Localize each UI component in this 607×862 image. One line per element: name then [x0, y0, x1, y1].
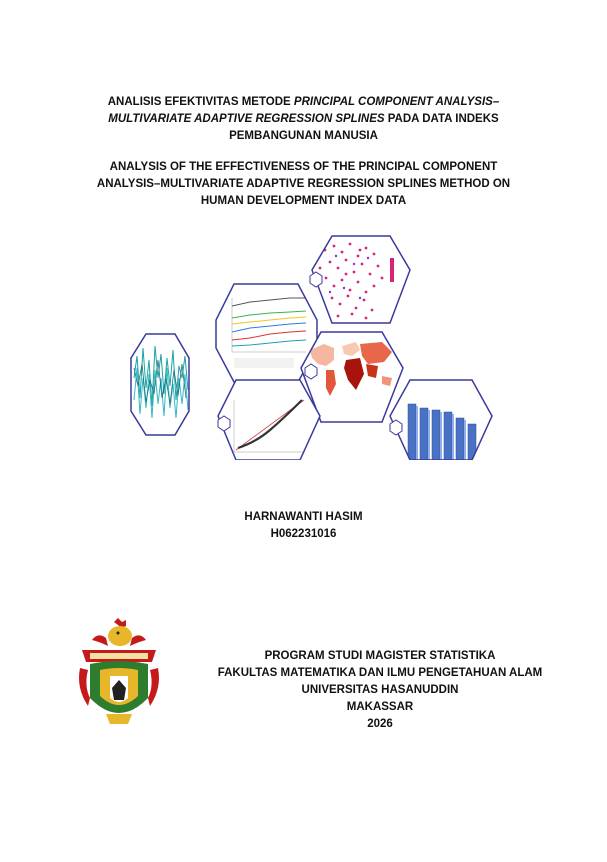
student-id: H062231016 — [270, 528, 337, 540]
title-en-line-2: ANALYSIS–MULTIVARIATE ADAPTIVE REGRESSION SPLINES METHOD ON — [96, 178, 511, 190]
title-id-line-1 — [0, 94, 607, 110]
program-name: PROGRAM STUDI MAGISTER STATISTIKA — [264, 650, 496, 662]
title-en-line-1: ANALYSIS OF THE EFFECTIVENESS OF THE PRINCIPAL COMPONENT — [109, 161, 498, 173]
title-id-line-2-suffix: PADA DATA INDEKS — [384, 113, 499, 125]
title-id-line-1-prefix: ANALISIS EFEKTIVITAS METODE — [107, 96, 294, 108]
title-id-line-2 — [0, 111, 607, 127]
title-id-line-2-italic: MULTIVARIATE ADAPTIVE REGRESSION SPLINES — [108, 113, 385, 125]
city-name: MAKASSAR — [346, 701, 414, 713]
hexagon-bar-chart — [388, 378, 494, 460]
hexagon-qq-plot — [216, 378, 322, 460]
hexagon-scatter-plot — [310, 234, 412, 326]
faculty-name: FAKULTAS MATEMATIKA DAN ILMU PENGETAHUAN ALAM — [217, 667, 543, 679]
universitas-hasanuddin-logo-icon — [76, 618, 162, 728]
title-en-line-3: HUMAN DEVELOPMENT INDEX DATA — [200, 195, 407, 207]
hexagon-chart-collage — [120, 228, 500, 460]
title-id-line-1-italic: PRINCIPAL COMPONENT ANALYSIS– — [293, 96, 500, 108]
author-name: HARNAWANTI HASIM — [244, 511, 363, 523]
university-name: UNIVERSITAS HASANUDDIN — [301, 684, 459, 696]
year: 2026 — [367, 718, 393, 730]
hexagon-teal-timeseries — [128, 332, 192, 438]
title-id-line-3: PEMBANGUNAN MANUSIA — [229, 130, 378, 142]
